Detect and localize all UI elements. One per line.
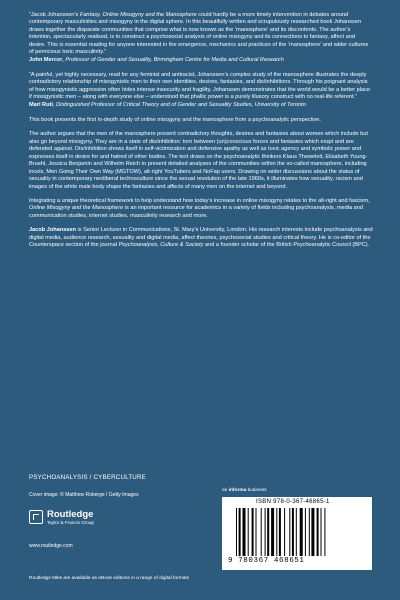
informa-tagline: an informa business — [222, 488, 267, 493]
endorsement-attribution: Mari Ruti, Distinguished Professor of Critical Theory and of Gender and Sexuality Studies, University of Toronto — [29, 101, 306, 108]
barcode-block — [222, 488, 372, 570]
author-bio: Jacob Johanssen is Senior Lecturer in Communications, St. Mary’s University, London. His research interests include psychoanalysis and digital media, audience research, sexuality and digital media, affect theories, psychosocial studies and critical theory. He is co-editor of the Counterspace section of the journal Psychoanalysis, Culture & Society and a founder scholar of the British Psychoanalytic Council (BPC). — [29, 227, 373, 249]
publisher-name: Routledge — [47, 509, 94, 520]
blurb-paragraph: This book presents the first in-depth study of online misogyny and the manosphere from a psychoanalytic perspective. — [29, 116, 321, 123]
barcode-number: 9 780367 468651 — [228, 557, 305, 565]
endorsement-quote: “A painful, yet highly necessary, read for any feminist and antiracist, Johanssen’s complex study of the manosphere illustrates the deeply contradictory relationship of misogynistic men to their own identities, desires, fantasies, and dis/inhibitions. Through his poignant analysis of how misogynistic aggression often hides intense insecurity and fragility, Johanssen demonstrates that the world would be a better place if misogynistic men – along with everyone else – understood that phallic power is a purely illusory construct with no real-life referent.” — [29, 71, 370, 101]
publisher-block — [29, 510, 149, 560]
endorsement — [29, 72, 373, 109]
endorser-name: John Mercer — [29, 56, 63, 63]
blurb-paragraph: Integrating a unique theoretical framework to help understand how today’s increase in online misogyny relates to the alt-right and fascism, Online Misogyny and the Manosphere is an important resource for academics in a variety of fields including psychoanalysis, media and communication studies, internet studies, masculinity research and more. — [29, 198, 370, 219]
barcode-icon — [236, 508, 358, 556]
back-cover-text — [29, 12, 373, 257]
subject-category: PSYCHOANALYSIS / CYBERCULTURE — [29, 474, 146, 481]
isbn-label: ISBN 978-0-367-46865-1 — [256, 499, 330, 505]
blurb-paragraph: The author argues that the men of the manosphere present contradictory thoughts, desires and fantasies about women which include but also go beyond misogyny. They are in a state of dis/inhibition: torn between (un)conscious forces and fantasies which erupt and are defended against. Dis/inhibition shows itself in self-victimization and defensive apathy as well as toxic agency and symbolic power and expresses itself in desire for and hatred of other bodies. The text draws on the psychoanalytic thinkers Klaus Theweleit, Elisabeth Young-Bruehl, Jessica Benjamin and Wilhelm Reich to present detailed analyses of the communities within the so-called manosphere, including incels, Men Going Their Own Way (MGTOW), alt-right YouTubers and NoFap users. Drawing on wider discussions about the status of sexuality in contemporary neoliberal technoculture since the sexual revolution of the late 1960s, it illuminates how sexuality, racism and images of the white male body shape the fantasies and affects of many men on the internet and beyond. — [29, 131, 368, 190]
publisher-website[interactable]: www.routledge.com — [29, 543, 73, 549]
endorsement — [29, 12, 373, 64]
endorser-name: Mari Ruti — [29, 101, 53, 108]
endorser-role: Distinguished Professor of Critical Theory and of Gender and Sexuality Studies, University of Toronto — [56, 101, 306, 108]
ebook-footnote: Routledge titles are available as eBook editions in a range of digital formats — [29, 576, 189, 581]
routledge-logo-icon — [29, 510, 43, 524]
publisher-subtitle: Taylor & Francis Group — [47, 520, 94, 525]
cover-credit: Cover image: © Matthew Roberge / Getty Images — [29, 492, 139, 498]
isbn-barcode — [222, 497, 372, 570]
endorsement-attribution: John Mercer, Professor of Gender and Sexuality, Birmingham Centre for Media and Cultural Research — [29, 56, 284, 63]
endorser-role: Professor of Gender and Sexuality, Birmingham Centre for Media and Cultural Research — [65, 56, 284, 63]
endorsement-quote: “Jacob Johanssen’s Fantasy, Online Misogyny and the Manosphere could hardly be a more timely intervention in debates around contemporary masculinities and misogyny in the digital sphere. In this beautifully written and scrupulously researched book Johanssen draws together the disparate communities that comprise what is now known as the ‘manosphere’ and its discontents. The author’s intention, spectacularly realised, is to construct a psychosocial analysis of online misogyny and its connections to fantasy, affect and desire. This is essential reading for anyone interested in the emergence, mechanics and practices of the ‘manosphere’ and wider cultures of pernicious toxic masculinity.” — [29, 12, 369, 56]
